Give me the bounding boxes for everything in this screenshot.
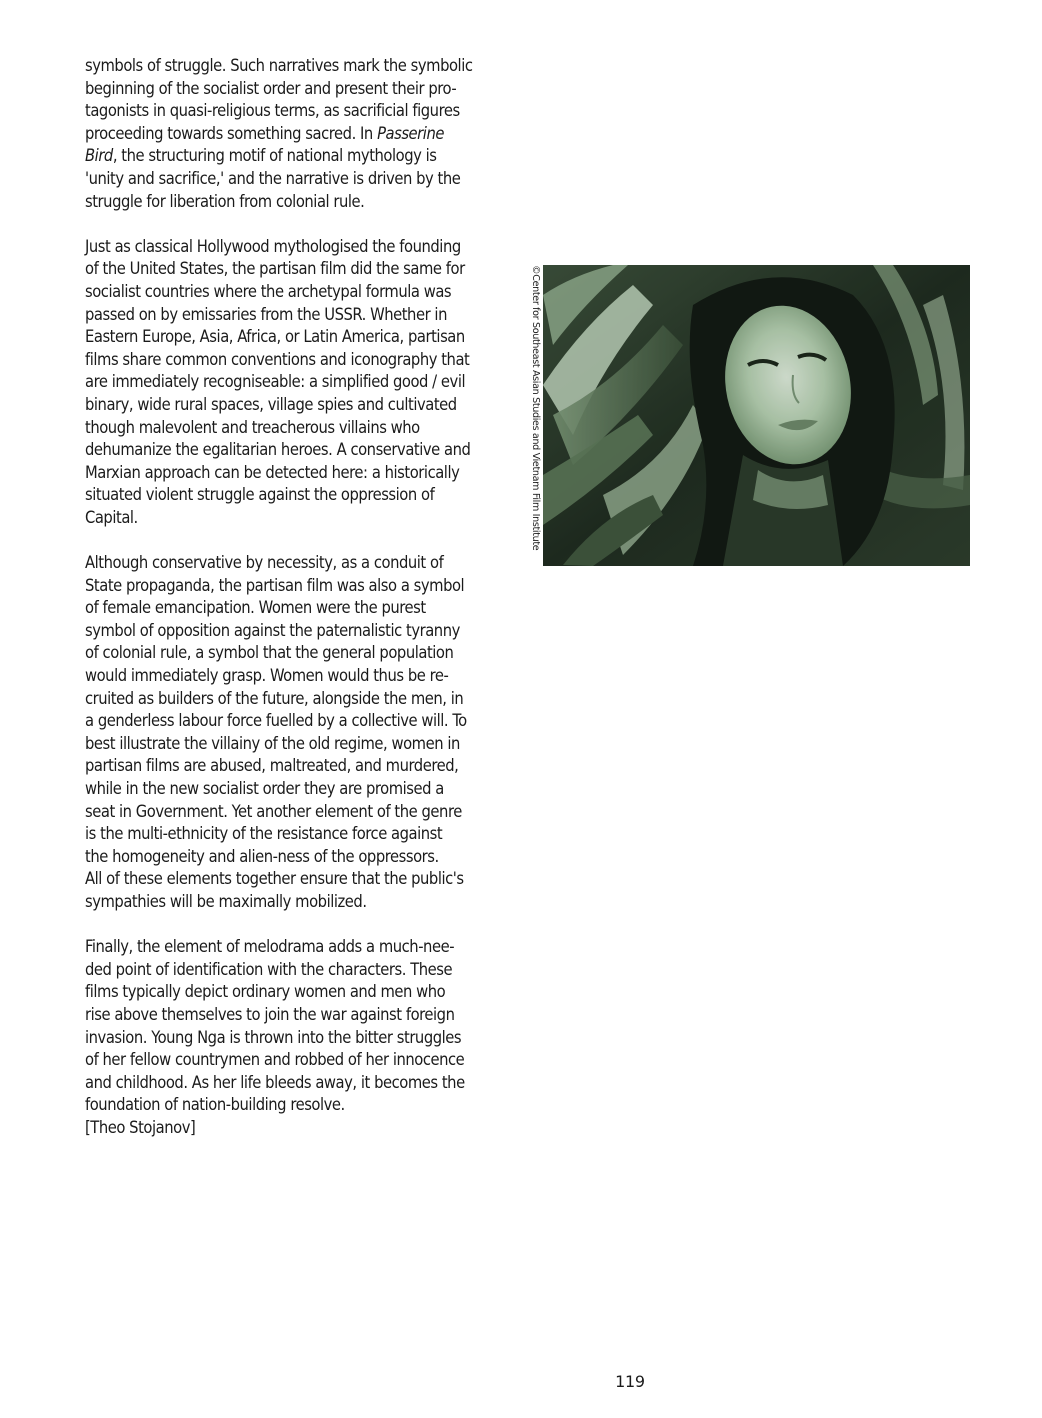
text-line: of the United States, the partisan film did the same for	[85, 259, 465, 279]
text-line: is the multi-ethnicity of the resistance force against	[85, 824, 443, 844]
text-line: tagonists in quasi-religious terms, as sacrificial figures	[85, 101, 460, 121]
text-line: films share common conventions and iconography that	[85, 349, 470, 369]
paragraph-1	[85, 55, 515, 213]
text-line: foundation of nation-building resolve.	[85, 1095, 345, 1115]
text-line: symbols of struggle. Such narratives mark the symbolic	[85, 56, 473, 75]
text-line: beginning of the socialist order and present their pro-	[85, 78, 457, 98]
text-line: and childhood. As her life bleeds away, it becomes the	[85, 1072, 465, 1092]
photo-credit-container	[529, 265, 541, 566]
text-line: of colonial rule, a symbol that the general population	[85, 643, 454, 663]
text-run: proceeding towards something sacred. In	[85, 123, 378, 143]
text-line: while in the new socialist order they are promised a	[85, 779, 444, 798]
text-line: invasion. Young Nga is thrown into the bitter struggles	[85, 1027, 462, 1047]
text-line: though malevolent and treacherous villains who	[85, 417, 420, 437]
text-line: Although conservative by necessity, as a conduit of	[85, 553, 444, 573]
text-line: the homogeneity and alien-ness of the oppressors.	[85, 846, 439, 866]
text-line: binary, wide rural spaces, village spies and cultivated	[85, 394, 457, 414]
film-still-photo	[543, 265, 970, 566]
text-line: Just as classical Hollywood mythologised the founding	[85, 236, 461, 256]
text-line: All of these elements together ensure that the public's	[85, 869, 464, 889]
text-line: rise above themselves to join the war against foreign	[85, 1004, 455, 1024]
text-line: Marxian approach can be detected here: a historically	[85, 462, 460, 482]
text-line: passed on by emissaries from the USSR. Whether in	[85, 304, 447, 324]
text-line: dehumanize the egalitarian heroes. A conservative and	[85, 440, 471, 460]
text-line: Eastern Europe, Asia, Africa, or Latin America, partisan	[85, 327, 465, 347]
text-line: ded point of identification with the characters. These	[85, 959, 453, 979]
text-line: a genderless labour force fuelled by a collective will. To	[85, 711, 467, 731]
author-signature: [Theo Stojanov]	[85, 1117, 196, 1137]
paragraph-4	[85, 936, 515, 1139]
film-title-italic: Passerine	[377, 123, 444, 143]
text-run: , the structuring motif of national mythology is	[112, 146, 437, 166]
text-line: Finally, the element of melodrama adds a much-nee-	[85, 937, 455, 957]
text-line: seat in Government. Yet another element of the genre	[85, 801, 462, 821]
film-title-italic: Bird	[85, 146, 113, 166]
article-text-column	[85, 55, 515, 1162]
paragraph-2	[85, 236, 515, 530]
paragraph-3	[85, 552, 515, 914]
text-line: are immediately recogniseable: a simplified good / evil	[85, 372, 466, 392]
text-line: sympathies will be maximally mobilized.	[85, 891, 367, 911]
page-number: 119	[615, 1372, 645, 1391]
text-line: best illustrate the villainy of the old regime, women in	[85, 733, 460, 753]
text-line: Capital.	[85, 507, 138, 527]
text-line	[85, 145, 515, 168]
text-line: of her fellow countrymen and robbed of her innocence	[85, 1050, 465, 1070]
text-line: partisan films are abused, maltreated, and murdered,	[85, 756, 459, 776]
text-line: of female emancipation. Women were the purest	[85, 598, 426, 618]
text-line: cruited as builders of the future, alongside the men, in	[85, 688, 464, 708]
text-line: symbol of opposition against the paternalistic tyranny	[85, 620, 460, 640]
text-line: State propaganda, the partisan film was also a symbol	[85, 575, 465, 595]
photo-credit: ©Center for Southeast Asian Studies and Vietnam Film Institute	[530, 265, 541, 551]
text-line	[85, 123, 515, 146]
film-still-illustration	[543, 265, 970, 566]
text-line: would immediately grasp. Women would thus be re-	[85, 666, 449, 686]
text-line: struggle for liberation from colonial rule.	[85, 191, 365, 211]
text-line: situated violent struggle against the oppression of	[85, 485, 435, 505]
text-line: films typically depict ordinary women and men who	[85, 982, 446, 1002]
text-line: socialist countries where the archetypal formula was	[85, 281, 452, 301]
text-line: 'unity and sacrifice,' and the narrative is driven by the	[85, 168, 461, 188]
